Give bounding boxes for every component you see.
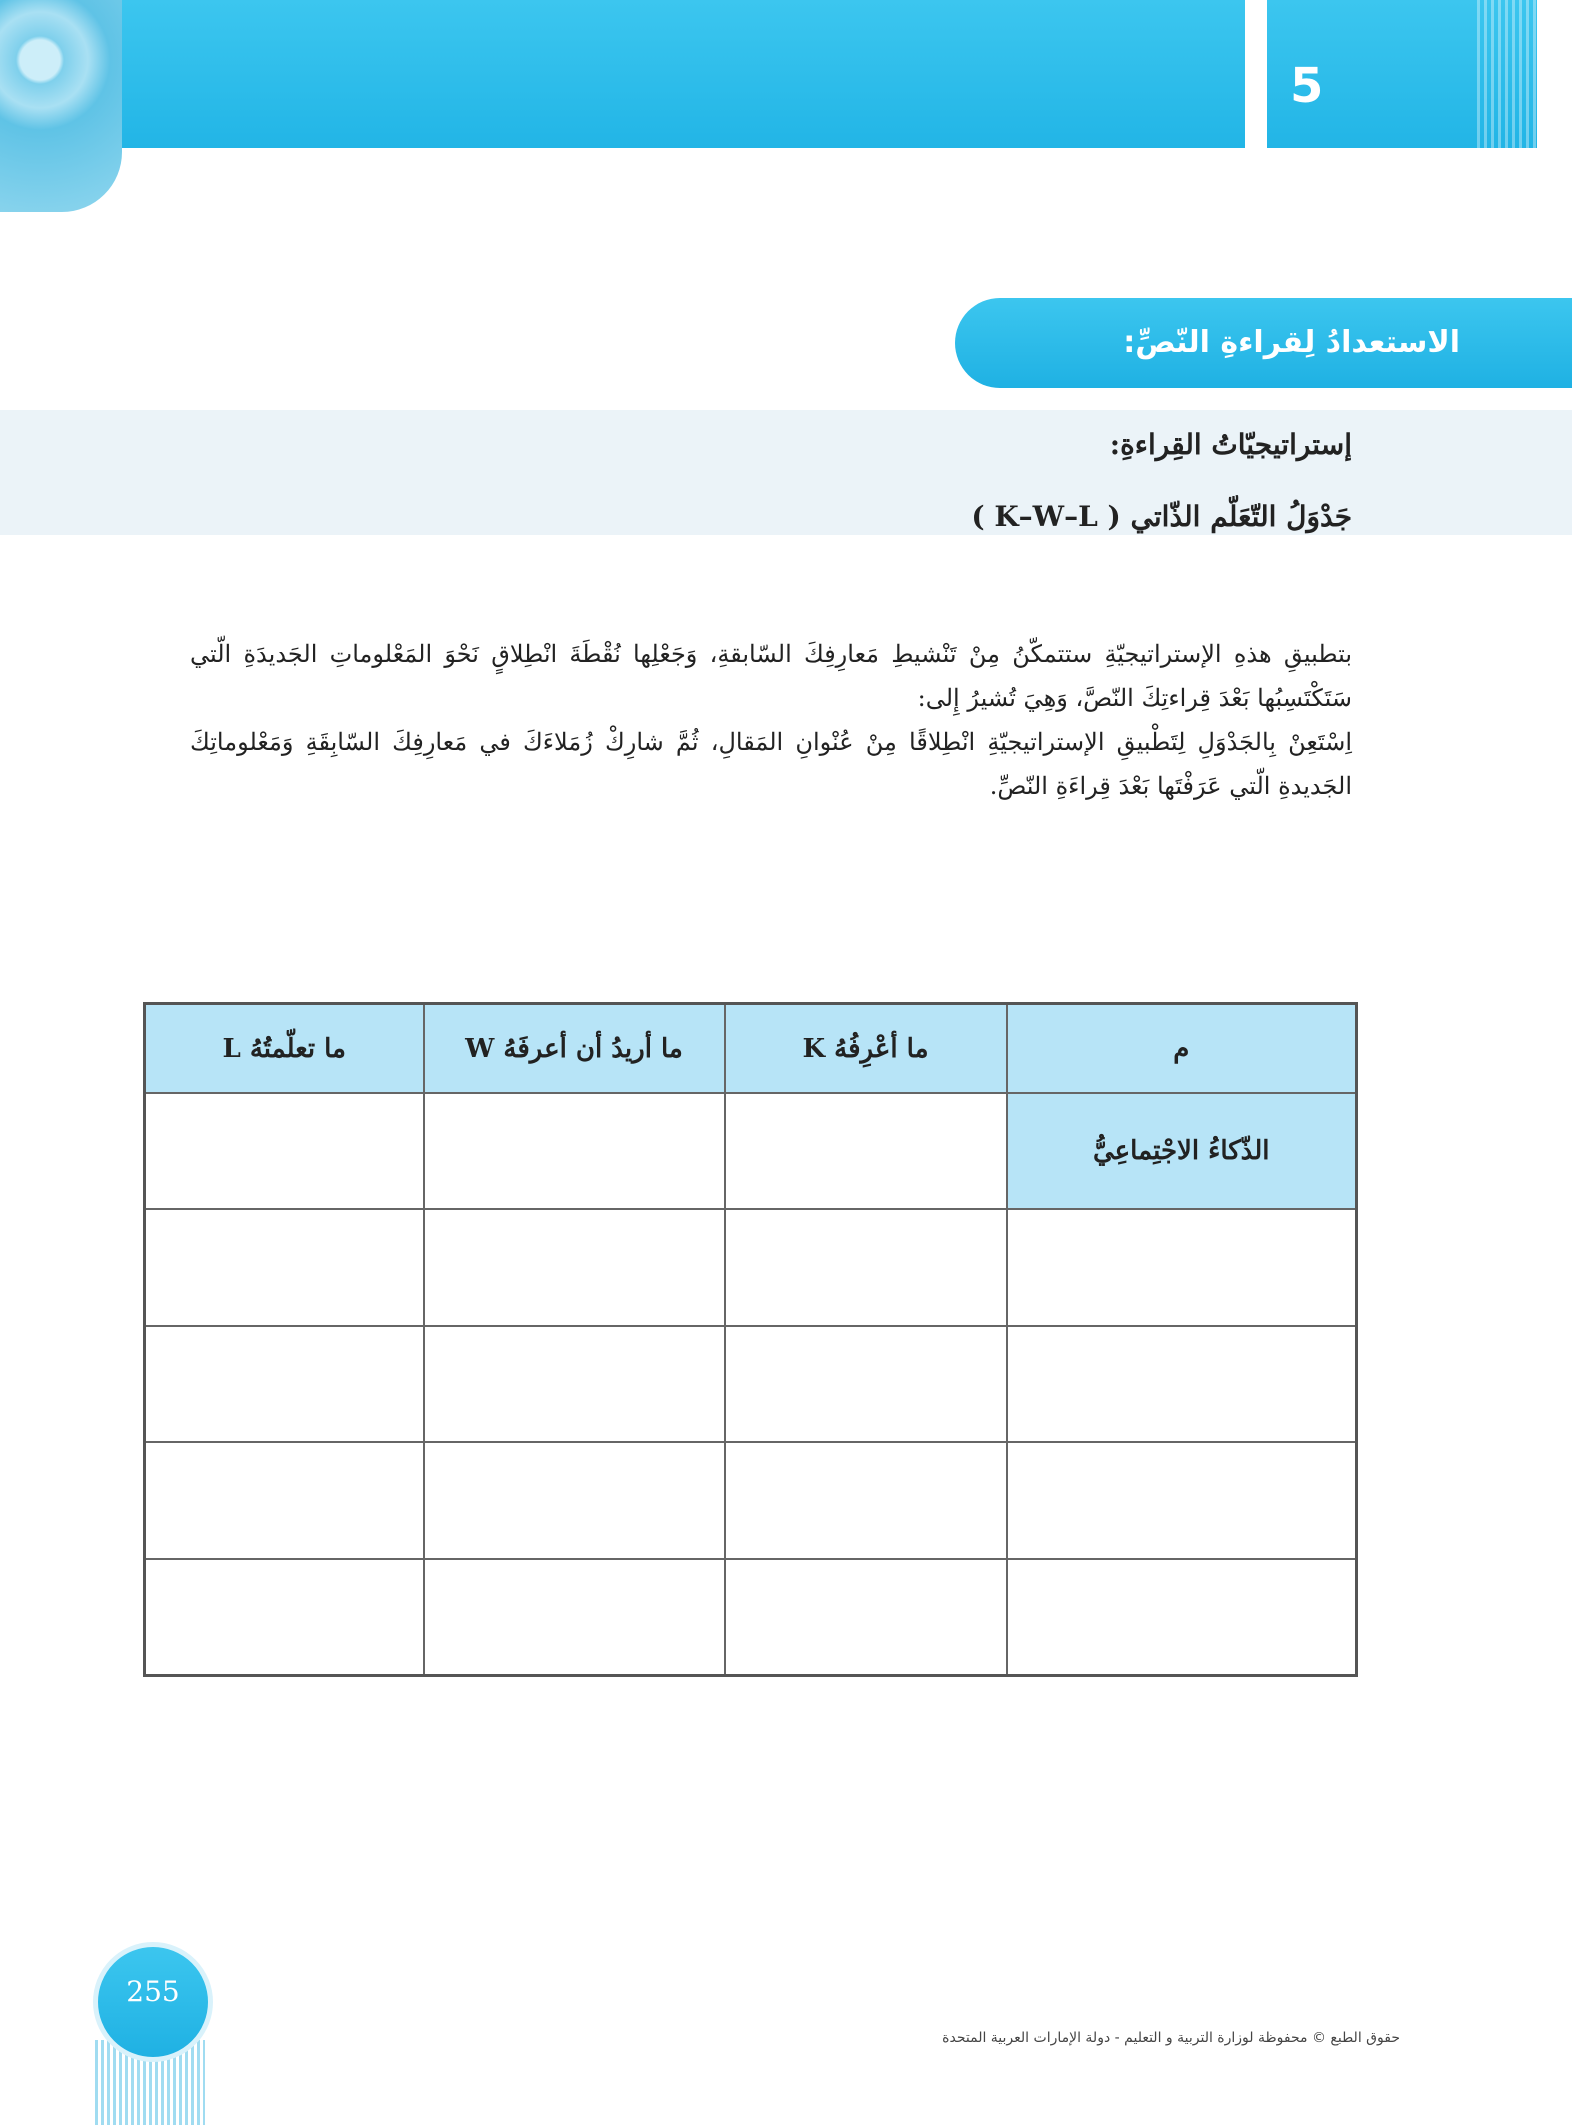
top-banner (122, 0, 1245, 148)
strategy-subheading: جَدْوَلُ التّعَلّم الذّاتي ( K–W–L ) (971, 500, 1352, 533)
table-cell[interactable] (1007, 1442, 1357, 1558)
header-want: ما أريدُ أن أعرفَهُ W (424, 1004, 725, 1094)
intro-paragraph (190, 632, 1352, 808)
table-cell[interactable] (725, 1093, 1007, 1209)
table-cell[interactable] (424, 1559, 725, 1676)
header-learned: ما تعلّمتُهُ L (145, 1004, 424, 1094)
table-row (145, 1093, 1357, 1209)
chapter-number: 5 (1290, 58, 1324, 114)
page-number: 255 (126, 1975, 180, 2008)
table-cell[interactable] (1007, 1559, 1357, 1676)
header-number: م (1007, 1004, 1357, 1094)
corner-decoration-image (0, 0, 122, 212)
intro-line-2: اِسْتَعِنْ بِالجَدْوَلِ لِتَطْبيقِ الإستراتيجيّةِ انْطِلاقًا مِنْ عُنْوانِ المَقالِ، ثُمَّ شارِكْ زُمَلاءَكَ في مَعارِفِكَ السّابِقَةِ وَمَعْلوماتِكَ الجَديدةِ الّتي عَرَفْتَها بَعْدَ قِراءَةِ النّصِّ. (190, 728, 1352, 800)
header-know: ما أعْرِفُهُ K (725, 1004, 1007, 1094)
table-cell[interactable] (725, 1326, 1007, 1442)
table-cell[interactable] (424, 1442, 725, 1558)
banner-divider (1245, 0, 1267, 148)
strategy-heading: إستراتيجيّاتُ القِراءةِ: (1109, 428, 1352, 461)
table-row (145, 1326, 1357, 1442)
table-cell[interactable] (725, 1442, 1007, 1558)
table-row (145, 1559, 1357, 1676)
table-cell[interactable] (424, 1326, 725, 1442)
section-title: الاستعدادُ لِقراءةِ النّصِّ: (1123, 325, 1460, 360)
table-cell[interactable] (145, 1093, 424, 1209)
kwl-table (143, 1002, 1358, 1677)
table-cell[interactable] (1007, 1326, 1357, 1442)
table-header-row (145, 1004, 1357, 1094)
table-cell[interactable] (145, 1326, 424, 1442)
footer-copyright: حقوق الطبع © محفوظة لوزارة التربية و التعليم - دولة الإمارات العربية المتحدة (942, 2030, 1400, 2046)
table-cell[interactable] (725, 1559, 1007, 1676)
table-cell[interactable] (145, 1209, 424, 1325)
table-cell[interactable] (145, 1559, 424, 1676)
table-cell[interactable] (145, 1442, 424, 1558)
table-row (145, 1442, 1357, 1558)
table-row (145, 1209, 1357, 1325)
table-cell[interactable] (1007, 1209, 1357, 1325)
table-cell[interactable] (424, 1209, 725, 1325)
row-label: الذّكاءُ الاجْتِماعِيُّ (1007, 1093, 1357, 1209)
table-cell[interactable] (424, 1093, 725, 1209)
intro-line-1: بتطبيقِ هذهِ الإستراتيجيّةِ ستتمكّنُ مِنْ تَنْشيطِ مَعارِفِكَ السّابقةِ، وَجَعْلِها نُقْطَةَ انْطِلاقٍ نَحْوَ المَعْلوماتِ الجَديدَةِ الّتي سَتَكْتَسِبُها بَعْدَ قِراءتِكَ النّصَّ، وَهِيَ تُشيرُ إِلى: (190, 640, 1352, 712)
table-cell[interactable] (725, 1209, 1007, 1325)
